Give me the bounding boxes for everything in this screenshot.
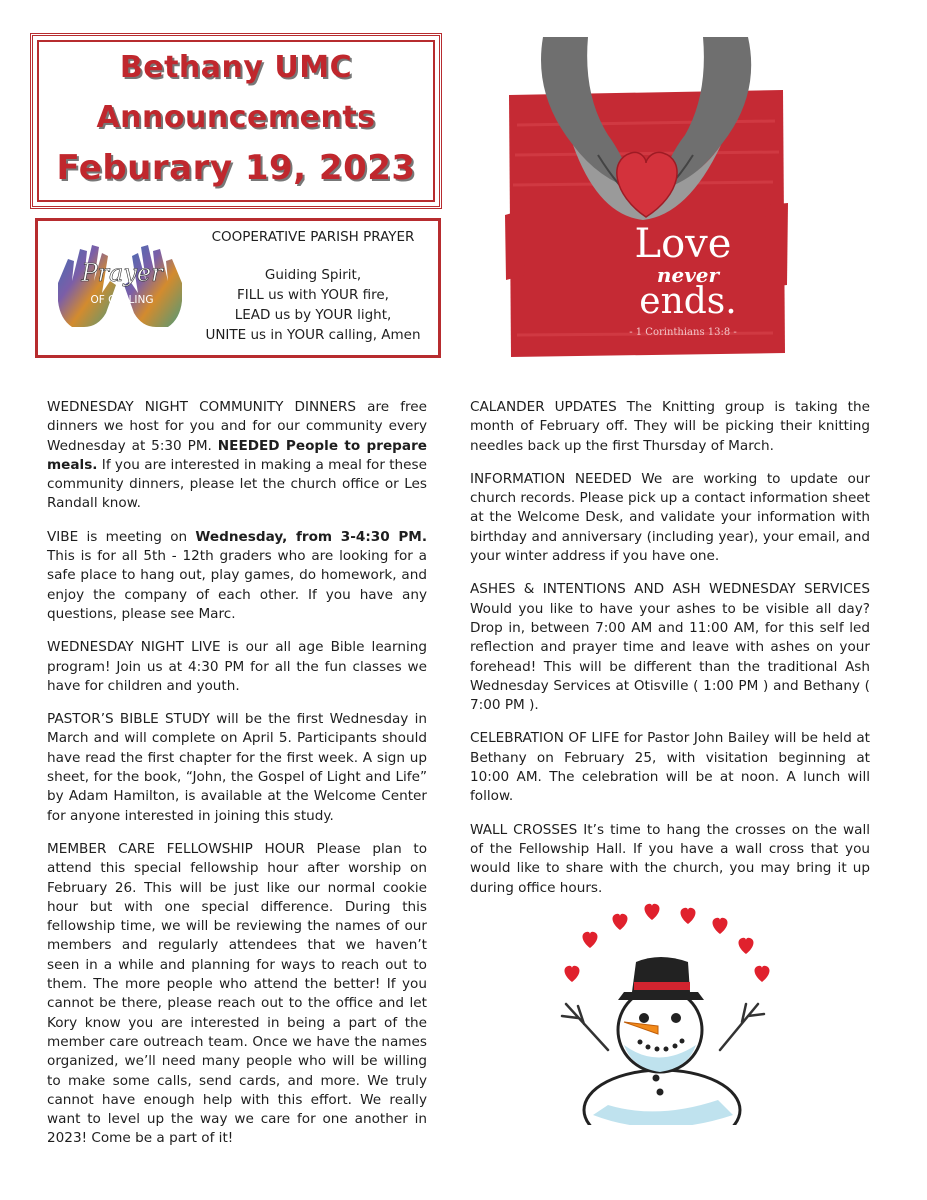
announcement-text: Would you like to have your ashes to be visible all day? Drop in, between 7:00 AM and 11:00 AM, for this self led reflection and prayer time and leave with ashes on your forehead! This will be different than the traditional Ash Wednesday Services at Otisville ( 1:00 PM ) and Bethany ( 7:00 PM ). (470, 600, 870, 714)
announcement-celebration-of-life (470, 729, 870, 806)
announcement-text: Please plan to attend this special fellowship hour after worship on February 26. This will be just like our normal cookie hour but with one special difference. During this fellowship time, we will be reviewing the names of our members and regularly attendees that we haven’t seen in a while and planning for ways to reach out to them. The more people who attend the better! If you cannot be there, please reach out to the office and let Kory know you are interested in being a part of the member care outreach team. Once we have the names organized, we’ll need many people who will be willing to make some calls, send cards, and more. We truly cannot have enough help with this effort. We really want to level up the way we care for one another in 2023! Come be a part of it! (47, 840, 428, 1147)
announcement-info-needed (470, 470, 870, 566)
announcement-wall-crosses (470, 821, 870, 898)
announcement-text: We are working to update our church records. Please pick up a contact information sheet at the Welcome Desk, and validate your information with birthday and anniversary (including year), your email, and your winter address if you have one. (470, 470, 870, 565)
title-line-date: Feburary 19, 2023 (56, 148, 416, 188)
announcement-text: It’s time to hang the crosses on the wall of the Fellowship Hall. If you have a wall cross that you would like to share with the church, you may bring it up during office hours. (470, 821, 870, 896)
announcement-text: This is for all 5th - 12th graders who are looking for a safe place to hang out, play games, do homework, and enjoy the company of each other. If you have any questions, please see Marc. (47, 548, 427, 622)
announcement-community-dinners (47, 398, 427, 514)
poster-verse-text: - 1 Corinthians 13:8 - (629, 327, 737, 338)
title-line-announcements: Announcements (96, 100, 376, 135)
poster-never-text: never (656, 263, 720, 287)
announcement-heading: ASHES & INTENTIONS AND ASH WEDNESDAY SERVICES (470, 581, 870, 598)
announcement-text: are free dinners we host for you and for our community every Wednesday at 5:30 PM. (47, 399, 427, 454)
announcement-heading: MEMBER CARE FELLOWSHIP HOUR (47, 840, 305, 857)
announcement-text: The Knitting group is taking the month of February off. They will be picking their knitting needles back up the first Thursday of March. (470, 399, 870, 454)
announcement-text: for Pastor John Bailey will be held at Bethany on February 25, with visitation beginning at 10:00 AM. The celebration will be at noon. A lunch will follow. (470, 730, 870, 805)
announcement-text: is meeting on (78, 528, 196, 545)
prayer-line: LEAD us by YOUR light, (234, 307, 392, 323)
announcement-heading: VIBE (47, 528, 79, 545)
announcement-text: will be the first Wednesday in March and will complete on April 5. Participants should have read the first chapter for the first week. A sign up sheet, for the book, “John, the Gospel of Light and Life” by Adam Hamilton, is available at the Welcome Center for anyone interested in joining this study. (47, 711, 427, 824)
prayer-hands-logo (50, 231, 190, 339)
logo-calling-text: OF CALLING (90, 294, 154, 306)
announcement-heading: PASTOR’S BIBLE STUDY (47, 711, 210, 728)
announcement-member-care (47, 840, 427, 1149)
poster-ends-text: ends. (639, 281, 737, 322)
announcement-heading: WEDNESDAY NIGHT LIVE (47, 639, 221, 656)
announcement-heading: WEDNESDAY NIGHT COMMUNITY DINNERS (47, 399, 357, 415)
announcement-ash-wednesday (470, 580, 870, 715)
prayer-text (188, 265, 438, 345)
love-never-ends-poster (503, 35, 788, 360)
announcement-emphasis: Wednesday, from 3-4:30 PM. (195, 528, 427, 545)
poster-love-text: Love (634, 221, 732, 267)
announcement-emphasis: NEEDED People to prepare meals. (47, 437, 427, 473)
right-column (470, 398, 870, 912)
prayer-line: FILL us with YOUR fire, (237, 287, 389, 303)
prayer-heading: COOPERATIVE PARISH PRAYER (211, 229, 415, 245)
announcement-text: If you are interested in making a meal for these community dinners, please let the church office or Les Randall know. (47, 456, 427, 512)
announcement-text: is our all age Bible learning program! Join us at 4:30 PM for all the fun classes we have for children and youth. (47, 639, 427, 694)
logo-prayer-text: Prayer (81, 259, 163, 287)
announcement-heading: INFORMATION NEEDED (470, 470, 632, 487)
announcement-heading: CELEBRATION OF LIFE (470, 730, 620, 747)
prayer-line: UNITE us in YOUR calling, Amen (205, 327, 421, 343)
prayer-box (35, 218, 441, 358)
title-box (30, 33, 442, 209)
title-line-church: Bethany UMC (119, 50, 353, 85)
snowman-hearts-illustration (548, 900, 783, 1125)
announcement-bible-study (47, 710, 427, 826)
left-column (47, 398, 427, 1163)
prayer-line: Guiding Spirit, (264, 267, 362, 283)
announcement-heading: CALANDER UPDATES (470, 399, 617, 415)
announcement-calendar (470, 398, 870, 456)
announcement-heading: WALL CROSSES (470, 821, 578, 838)
announcement-night-live (47, 638, 427, 696)
announcement-vibe (47, 528, 427, 624)
